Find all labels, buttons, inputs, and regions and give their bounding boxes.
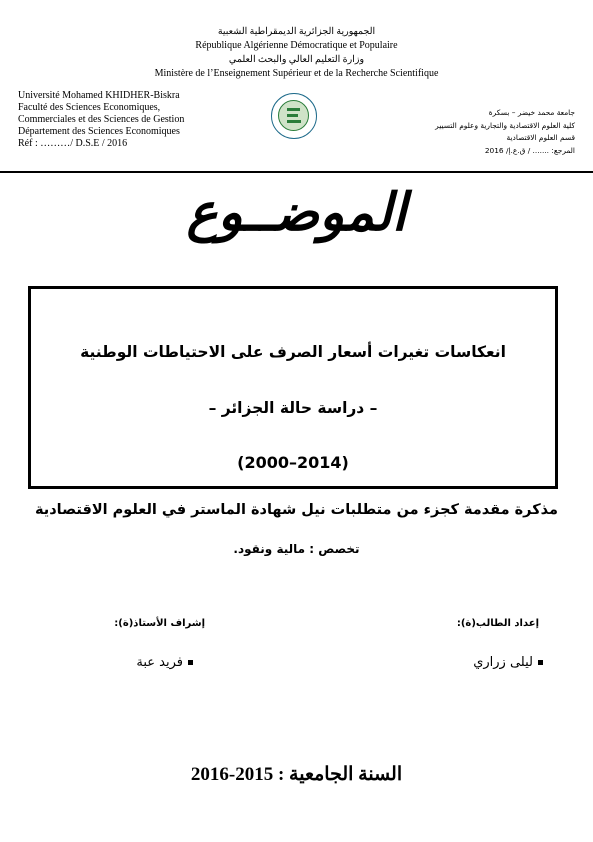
academic-year: السنة الجامعية : 2015-2016 [190,764,403,785]
logo-emblem-icon [278,100,309,131]
university-info-fr [18,90,248,150]
department-name-ar: قسم العلوم الاقتصادية [506,133,575,143]
specialization: تخصص : مالية ونقود. [233,542,360,556]
faculty-name-ar: كلية العلوم الاقتصادية والتجارية وعلوم التسيير [435,120,575,130]
thesis-title-frame [28,286,558,489]
university-name-ar: جامعة محمد خيضر – بسكرة [488,108,575,117]
thesis-period: (2014–2000) [237,453,349,472]
thesis-title: انعكاسات تغيرات أسعار الصرف على الاحتياطات الوطنية [80,343,506,361]
faculty-name: Faculté des Sciences Economiques, [18,102,161,113]
bullet-icon [538,660,543,665]
header-fr-republic: République Algérienne Démocratique et Populaire [195,40,398,51]
page-title: الموضــوع [186,183,407,243]
header-divider [0,171,593,173]
university-info-ar [355,107,575,157]
header-ar-ministry: وزارة التعليم العالي والبحث العلمي [228,55,365,65]
supervisor-label: إشراف الأستاذ(ة): [114,618,205,629]
thesis-purpose: مذكرة مقدمة كجزء من متطلبات نيل شهادة الماستر في العلوم الاقتصادية [35,502,558,518]
thesis-case-study: – دراسة حالة الجزائر – [208,399,378,417]
header-ar-republic: الجمهورية الجزائرية الديمقراطية الشعبية [217,27,376,37]
department-name: Département des Sciences Economiques [18,126,180,137]
reference-ar: المرجع: ....... / ق.ع.إ/ 2016 [484,145,575,155]
reference-fr: Réf : ………/ D.S.E / 2016 [18,138,128,149]
supervisor-name: فريد عبة [136,655,183,670]
supervisor-name-row [136,655,193,670]
student-label: إعداد الطالب(ة): [456,618,539,629]
university-name: Université Mohamed KHIDHER-Biskra [18,90,180,101]
faculty-name-cont: Commerciales et des Sciences de Gestion [18,114,185,125]
student-name-row [473,655,543,670]
student-name: ليلى زراري [473,655,533,670]
header-fr-ministry: Ministère de l’Enseignement Supérieur et de la Recherche Scientifique [154,68,439,79]
bullet-icon [188,660,193,665]
university-logo [271,93,317,139]
